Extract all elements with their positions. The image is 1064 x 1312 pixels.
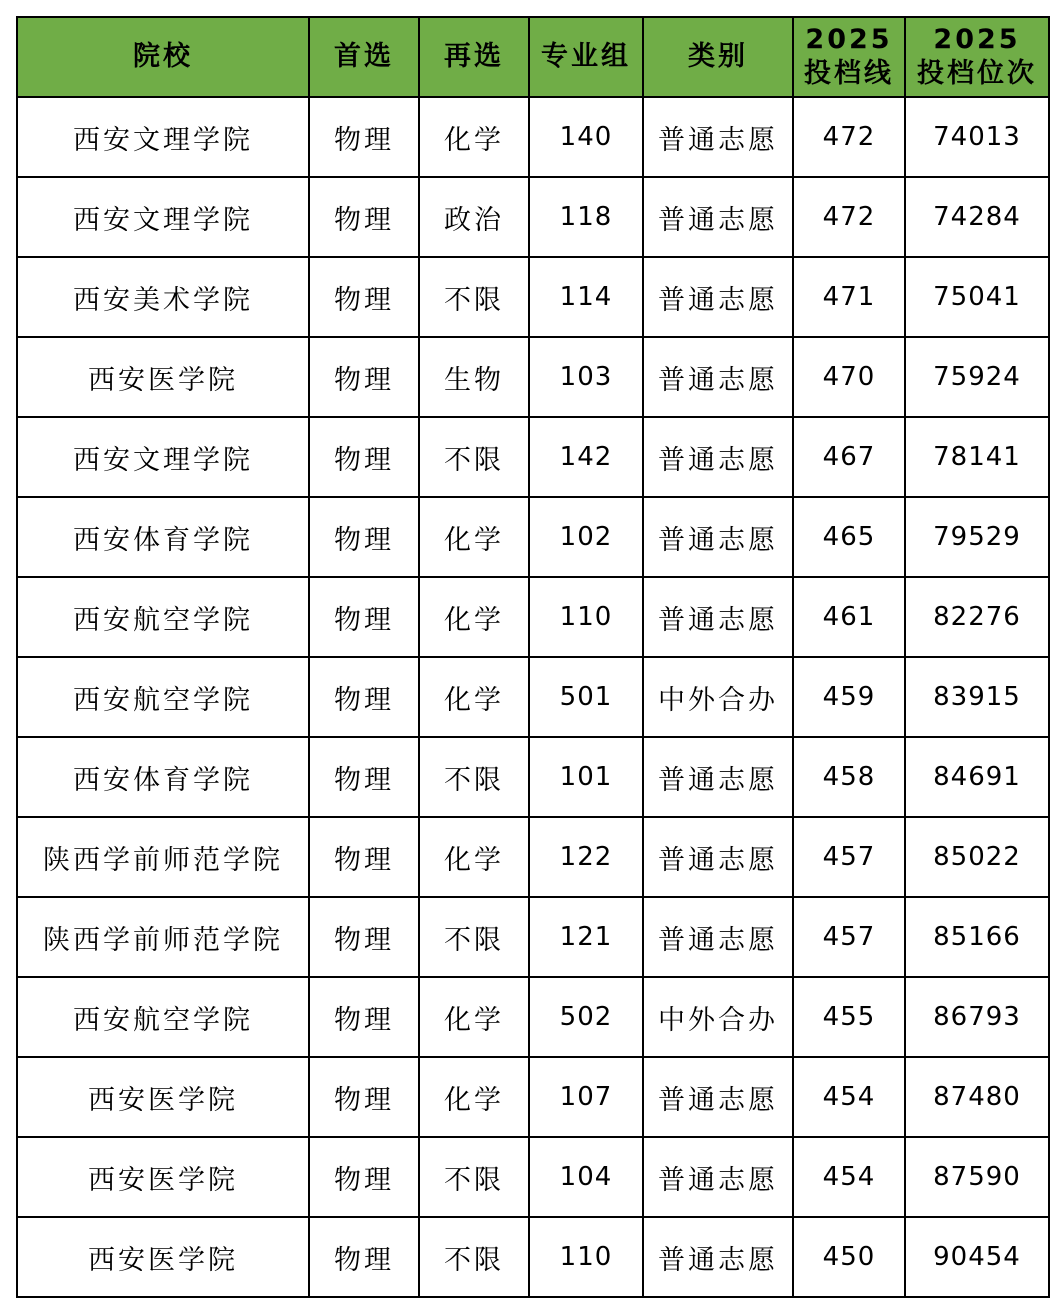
cell-cutoff-rank: 84691 — [905, 737, 1049, 817]
header-major-group-line: 专业组 — [541, 41, 631, 72]
cell-cutoff-rank: 86793 — [905, 977, 1049, 1057]
cell-cutoff-score: 465 — [793, 497, 905, 577]
cell-second-choice: 化学 — [419, 1057, 529, 1137]
cell-school: 西安体育学院 — [17, 497, 309, 577]
cell-first-choice: 物理 — [309, 497, 419, 577]
header-first-choice — [309, 17, 419, 97]
cell-cutoff-score: 467 — [793, 417, 905, 497]
cell-first-choice: 物理 — [309, 177, 419, 257]
cell-cutoff-rank: 90454 — [905, 1217, 1049, 1297]
cell-first-choice: 物理 — [309, 657, 419, 737]
header-school-line: 院校 — [133, 41, 193, 72]
cell-major-group: 118 — [529, 177, 643, 257]
cell-school: 西安文理学院 — [17, 177, 309, 257]
cell-cutoff-rank: 85022 — [905, 817, 1049, 897]
cell-category: 普通志愿 — [643, 337, 793, 417]
cell-first-choice: 物理 — [309, 817, 419, 897]
cell-cutoff-rank: 75041 — [905, 257, 1049, 337]
header-cutoff-rank-line: 投档位次 — [917, 58, 1037, 89]
cell-school: 西安医学院 — [17, 1057, 309, 1137]
cell-major-group: 104 — [529, 1137, 643, 1217]
cell-cutoff-score: 471 — [793, 257, 905, 337]
cell-first-choice: 物理 — [309, 1217, 419, 1297]
cell-first-choice: 物理 — [309, 577, 419, 657]
cell-school: 西安航空学院 — [17, 657, 309, 737]
cell-second-choice: 化学 — [419, 817, 529, 897]
header-major-group — [529, 17, 643, 97]
cell-category: 中外合办 — [643, 657, 793, 737]
cell-cutoff-score: 458 — [793, 737, 905, 817]
cell-cutoff-score: 472 — [793, 177, 905, 257]
cell-first-choice: 物理 — [309, 1057, 419, 1137]
cell-cutoff-score: 457 — [793, 817, 905, 897]
cell-second-choice: 不限 — [419, 417, 529, 497]
cell-cutoff-rank: 74284 — [905, 177, 1049, 257]
table-row — [17, 257, 1049, 337]
cell-first-choice: 物理 — [309, 1137, 419, 1217]
cell-category: 普通志愿 — [643, 737, 793, 817]
cell-school: 西安体育学院 — [17, 737, 309, 817]
cell-second-choice: 化学 — [419, 97, 529, 177]
table-row — [17, 417, 1049, 497]
table-row — [17, 337, 1049, 417]
cell-category: 普通志愿 — [643, 817, 793, 897]
cell-major-group: 110 — [529, 577, 643, 657]
cell-cutoff-score: 461 — [793, 577, 905, 657]
table-row — [17, 737, 1049, 817]
cell-cutoff-rank: 87480 — [905, 1057, 1049, 1137]
cell-first-choice: 物理 — [309, 977, 419, 1057]
table-body — [17, 97, 1049, 1297]
cell-category: 普通志愿 — [643, 1057, 793, 1137]
cell-second-choice: 化学 — [419, 977, 529, 1057]
header-cutoff-rank — [905, 17, 1049, 97]
cell-cutoff-rank: 75924 — [905, 337, 1049, 417]
header-second-choice — [419, 17, 529, 97]
cell-category: 普通志愿 — [643, 1217, 793, 1297]
cell-school: 陕西学前师范学院 — [17, 817, 309, 897]
cell-major-group: 142 — [529, 417, 643, 497]
cell-second-choice: 生物 — [419, 337, 529, 417]
cell-category: 普通志愿 — [643, 577, 793, 657]
cell-second-choice: 化学 — [419, 577, 529, 657]
cell-school: 西安文理学院 — [17, 417, 309, 497]
header-cutoff-score-line: 2025 — [805, 24, 893, 55]
cell-category: 普通志愿 — [643, 177, 793, 257]
header-cutoff-rank-line: 2025 — [933, 24, 1021, 55]
cell-cutoff-rank: 78141 — [905, 417, 1049, 497]
table-row — [17, 1217, 1049, 1297]
cell-major-group: 502 — [529, 977, 643, 1057]
cell-cutoff-rank: 74013 — [905, 97, 1049, 177]
cell-second-choice: 不限 — [419, 737, 529, 817]
cell-category: 中外合办 — [643, 977, 793, 1057]
cell-major-group: 114 — [529, 257, 643, 337]
cell-category: 普通志愿 — [643, 417, 793, 497]
cell-second-choice: 化学 — [419, 657, 529, 737]
cell-cutoff-rank: 82276 — [905, 577, 1049, 657]
cell-first-choice: 物理 — [309, 417, 419, 497]
table-row — [17, 177, 1049, 257]
table-row — [17, 977, 1049, 1057]
cell-second-choice: 政治 — [419, 177, 529, 257]
cell-major-group: 101 — [529, 737, 643, 817]
table-header-row — [17, 17, 1049, 97]
header-cutoff-score-line: 投档线 — [804, 58, 894, 89]
cell-cutoff-rank: 83915 — [905, 657, 1049, 737]
cell-second-choice: 不限 — [419, 897, 529, 977]
cell-first-choice: 物理 — [309, 97, 419, 177]
cell-cutoff-score: 454 — [793, 1137, 905, 1217]
table-row — [17, 817, 1049, 897]
cell-second-choice: 不限 — [419, 1217, 529, 1297]
header-second-choice-line: 再选 — [444, 41, 504, 72]
cell-cutoff-score: 454 — [793, 1057, 905, 1137]
table-row — [17, 1057, 1049, 1137]
table-row — [17, 1137, 1049, 1217]
header-first-choice-line: 首选 — [334, 41, 394, 72]
cell-major-group: 121 — [529, 897, 643, 977]
cell-cutoff-rank: 85166 — [905, 897, 1049, 977]
cell-school: 西安航空学院 — [17, 577, 309, 657]
cell-category: 普通志愿 — [643, 897, 793, 977]
cell-cutoff-rank: 87590 — [905, 1137, 1049, 1217]
cell-category: 普通志愿 — [643, 497, 793, 577]
cell-second-choice: 不限 — [419, 257, 529, 337]
cell-major-group: 107 — [529, 1057, 643, 1137]
cell-school: 西安文理学院 — [17, 97, 309, 177]
header-cutoff-score — [793, 17, 905, 97]
cell-cutoff-score: 472 — [793, 97, 905, 177]
cell-first-choice: 物理 — [309, 897, 419, 977]
cell-school: 西安航空学院 — [17, 977, 309, 1057]
cell-cutoff-score: 450 — [793, 1217, 905, 1297]
cell-second-choice: 化学 — [419, 497, 529, 577]
cell-first-choice: 物理 — [309, 337, 419, 417]
table-row — [17, 897, 1049, 977]
header-school — [17, 17, 309, 97]
cell-cutoff-score: 470 — [793, 337, 905, 417]
cell-major-group: 122 — [529, 817, 643, 897]
table-row — [17, 97, 1049, 177]
cell-cutoff-score: 455 — [793, 977, 905, 1057]
cell-school: 西安医学院 — [17, 1217, 309, 1297]
cell-category: 普通志愿 — [643, 97, 793, 177]
cell-cutoff-rank: 79529 — [905, 497, 1049, 577]
table-row — [17, 497, 1049, 577]
cell-major-group: 102 — [529, 497, 643, 577]
cell-category: 普通志愿 — [643, 1137, 793, 1217]
header-category — [643, 17, 793, 97]
cell-first-choice: 物理 — [309, 257, 419, 337]
cell-cutoff-score: 459 — [793, 657, 905, 737]
cell-school: 陕西学前师范学院 — [17, 897, 309, 977]
cell-major-group: 501 — [529, 657, 643, 737]
table-row — [17, 577, 1049, 657]
cell-major-group: 103 — [529, 337, 643, 417]
cell-category: 普通志愿 — [643, 257, 793, 337]
cell-cutoff-score: 457 — [793, 897, 905, 977]
table-row — [17, 657, 1049, 737]
cell-second-choice: 不限 — [419, 1137, 529, 1217]
cell-first-choice: 物理 — [309, 737, 419, 817]
cell-school: 西安医学院 — [17, 1137, 309, 1217]
cell-school: 西安美术学院 — [17, 257, 309, 337]
cell-major-group: 110 — [529, 1217, 643, 1297]
cell-major-group: 140 — [529, 97, 643, 177]
cell-school: 西安医学院 — [17, 337, 309, 417]
header-category-line: 类别 — [688, 41, 748, 72]
admission-table — [16, 16, 1050, 1298]
